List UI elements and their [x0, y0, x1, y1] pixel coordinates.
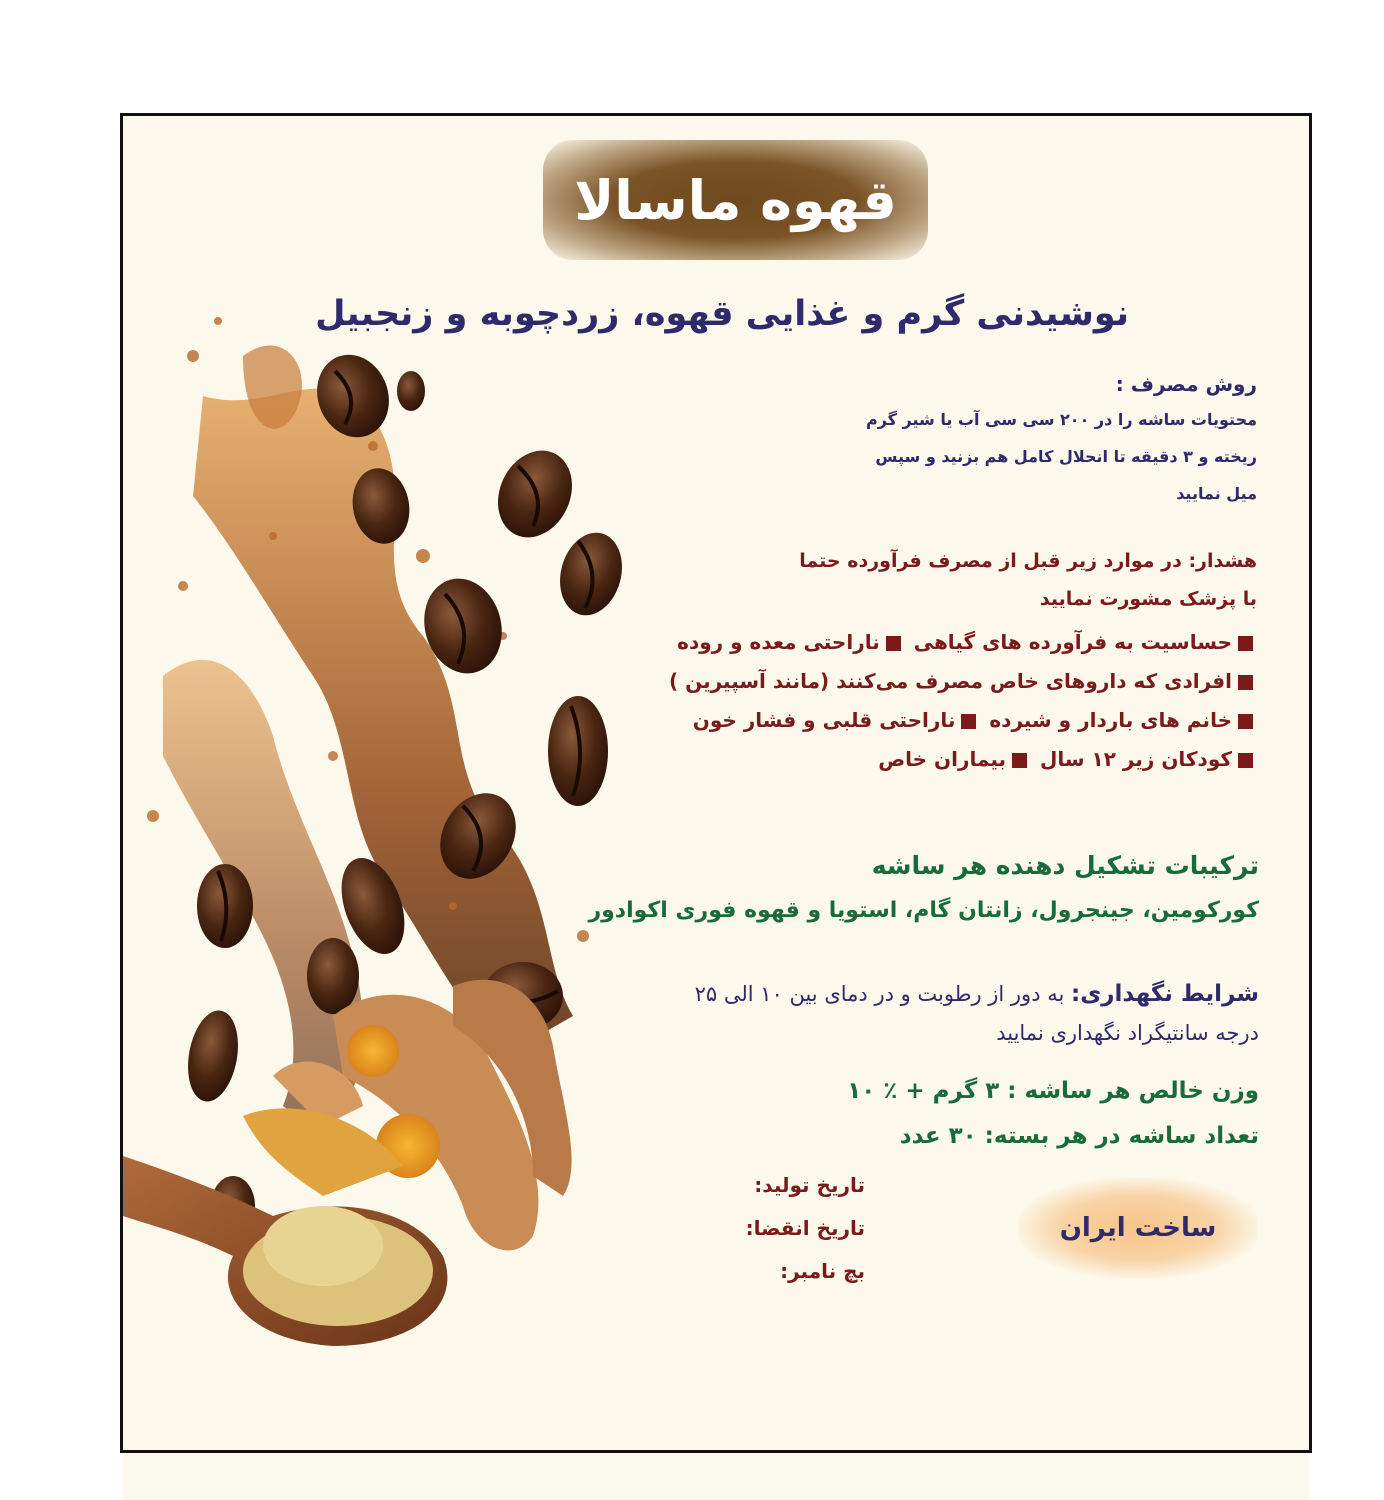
usage-line-3: میل نمایید: [1176, 484, 1257, 503]
bottom-strip: [122, 1452, 1310, 1500]
warning-item: حساسیت به فرآورده های گیاهی: [913, 630, 1232, 654]
batch-number-label: بچ نامبر:: [780, 1259, 865, 1283]
bullet-square-icon: [1238, 675, 1253, 690]
bullet-square-icon: [1238, 753, 1253, 768]
warning-line-1: هشدار: در موارد زیر قبل از مصرف فرآورده حتما: [799, 550, 1257, 572]
bullet-square-icon: [1238, 714, 1253, 729]
warning-item: ناراحتی معده و روده: [677, 630, 880, 654]
ingredients-text: کورکومین، جینجرول، زانتان گام، استویا و قهوه فوری اکوادور: [588, 898, 1259, 923]
warning-item: افرادی که داروهای خاص مصرف می‌کنند (مانند آسپیرین ): [669, 669, 1232, 693]
label-panel: [120, 113, 1312, 1453]
storage-line-2: درجه سانتیگراد نگهداری نمایید: [996, 1021, 1259, 1045]
storage-label: شرایط نگهداری:: [1071, 981, 1259, 1007]
warning-item: خانم های باردار و شیرده: [989, 708, 1232, 732]
usage-line-2: ریخته و ۳ دقیقه تا انحلال کامل هم بزنید و سپس: [875, 447, 1257, 466]
title-badge: [543, 140, 928, 260]
warning-item-row-3: [693, 708, 1259, 732]
made-in-iran: ساخت ایران: [1059, 1213, 1217, 1243]
exp-date-label: تاریخ انقضا:: [745, 1216, 865, 1240]
warning-item: کودکان زیر ۱۲ سال: [1040, 747, 1232, 771]
warning-item-row-1: [677, 630, 1259, 654]
bullet-square-icon: [1012, 753, 1027, 768]
warning-item: بیماران خاص: [878, 747, 1007, 771]
sachet-count: تعداد ساشه در هر بسته: ۳۰ عدد: [899, 1123, 1259, 1149]
warning-item: ناراحتی قلبی و فشار خون: [692, 708, 956, 732]
warning-line-2: با پزشک مشورت نمایید: [1039, 588, 1257, 610]
origin-badge: [1018, 1178, 1258, 1278]
bullet-square-icon: [1238, 636, 1253, 651]
warning-item-row-2: [669, 669, 1259, 693]
bullet-square-icon: [961, 714, 976, 729]
product-subtitle: نوشیدنی گرم و غذایی قهوه، زردچوبه و زنجبیل: [315, 294, 1129, 334]
usage-heading: روش مصرف :: [1115, 372, 1257, 396]
page-title: قهوه ماسالا: [574, 168, 897, 232]
mfg-date-label: تاریخ تولید:: [754, 1173, 865, 1197]
bullet-square-icon: [886, 636, 901, 651]
warning-item-row-4: [878, 747, 1259, 771]
ingredients-heading: ترکیبات تشکیل دهنده هر ساشه: [871, 851, 1259, 880]
net-weight: وزن خالص هر ساشه : ۳ گرم + ٪ ۱۰: [847, 1078, 1259, 1104]
storage-text-1: به دور از رطوبت و در دمای بین ۱۰ الی ۲۵: [694, 982, 1065, 1006]
usage-line-1: محتویات ساشه را در ۲۰۰ سی سی آب یا شیر گرم: [865, 410, 1257, 429]
storage-line-1: [695, 981, 1259, 1007]
